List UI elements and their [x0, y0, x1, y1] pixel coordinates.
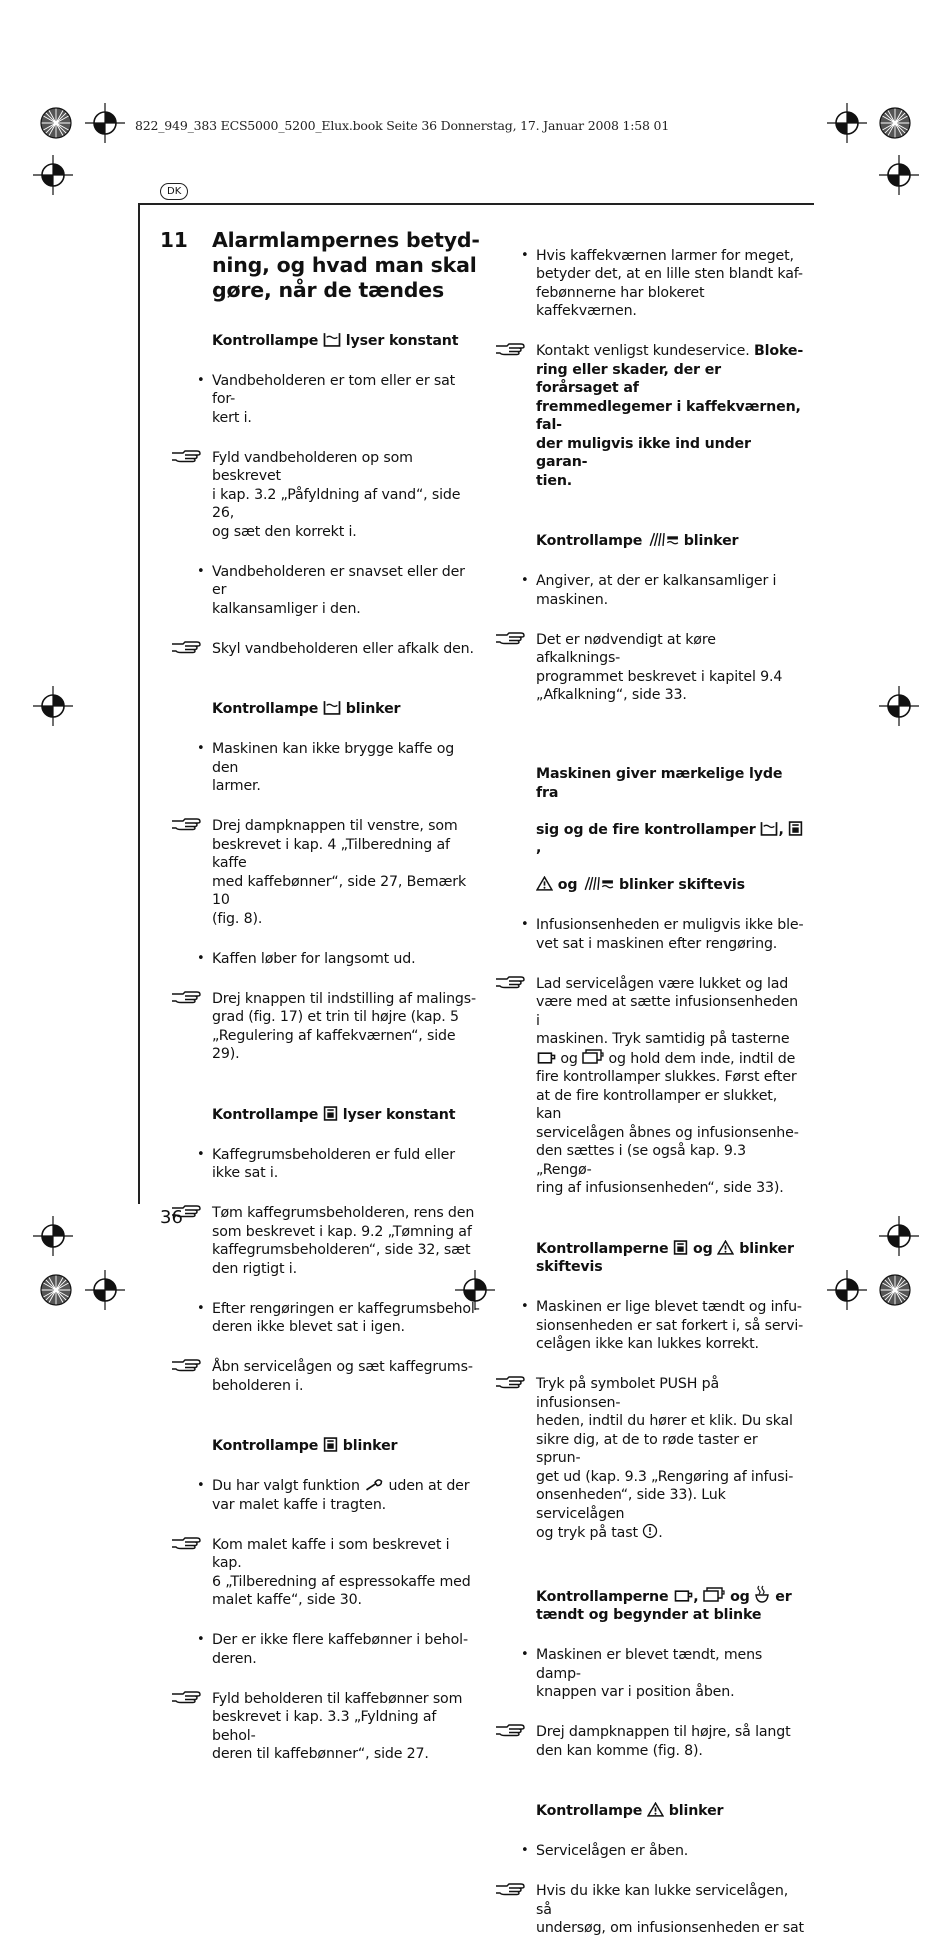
pointing-hand-icon	[495, 1882, 525, 1896]
registration-mark-icon	[879, 686, 919, 726]
pointing-hand-icon	[495, 1723, 525, 1737]
step-item: Tryk på symbolet PUSH på infusionsen- heden, indtil du hører et klik. Du skal sikre dig, at de to røde taster er sprun- get ud (kap. 9.3 „Rengøring af infusi- onsenheden“, side 33). Luk servicelågen og tryk på tast .	[536, 1375, 804, 1543]
two-cups-icon	[703, 1587, 725, 1603]
pointing-hand-icon	[171, 1536, 201, 1550]
list-item: • Maskinen er blevet tændt, mens damp- knappen var i position åben.	[536, 1646, 804, 1702]
section-title: Alarmlampernes betyd- ning, og hvad man skal gøre, når de tændes	[212, 228, 480, 302]
list-item: • Vandbeholderen er snavset eller der er kalkansamliger i den.	[212, 563, 482, 619]
list-item: • Kaffen løber for langsomt ud.	[212, 950, 482, 969]
heading-grounds-constant: Kontrollampe lyser konstant	[212, 1106, 456, 1123]
list-item: • Du har valgt funktion uden at der var malet kaffe i tragten.	[212, 1477, 482, 1514]
file-info-header: 822_949_383 ECS5000_5200_Elux.book Seite 36 Donnerstag, 17. Januar 2008 1:58 01	[135, 118, 670, 133]
grounds-container-icon	[788, 821, 803, 836]
left-rule	[138, 204, 140, 1204]
one-cup-icon	[536, 1050, 556, 1065]
step-item: Åbn servicelågen og sæt kaffegrums- beholderen i.	[212, 1358, 482, 1395]
language-badge: DK	[160, 183, 188, 200]
heading-warning-blink: Kontrollampe blinker	[536, 1803, 724, 1819]
descaling-icon	[582, 876, 614, 891]
descaling-icon	[647, 532, 679, 547]
color-wheel-mark-icon	[875, 103, 915, 143]
pointing-hand-icon	[171, 1358, 201, 1372]
pointing-hand-icon	[171, 817, 201, 831]
ground-coffee-scoop-icon	[364, 1477, 384, 1492]
top-rule	[138, 203, 814, 205]
list-item: • Vandbeholderen er tom eller er sat for- kert i.	[212, 372, 482, 428]
heading-water-blink: Kontrollampe blinker	[212, 701, 401, 717]
step-item: Lad servicelågen være lukket og lad være med at sætte infusionsenheden i maskinen. Tryk samtidig på tasterne og og hold dem inde, indtil de fire kontrollamper slukkes. Først efter at de fire kontrollamper er slukket, kan servicelågen åbnes og infusionsenhe- den sættes i (se også kap. 9.3 „Rengø- ring af infusionsenheden“, side 33).	[536, 975, 804, 1198]
page-number: 36	[160, 1207, 183, 1228]
left-column	[212, 311, 482, 1785]
pointing-hand-icon	[171, 990, 201, 1004]
step-item: Drej dampknappen til venstre, som beskrevet i kap. 4 „Tilberedning af kaffe med kaffebønner“, side 27, Bemærk 10 (fig. 8).	[212, 817, 482, 928]
step-item: Drej dampknappen til højre, så langt den kan komme (fig. 8).	[536, 1723, 804, 1760]
registration-mark-icon	[85, 1270, 125, 1310]
pointing-hand-icon	[495, 975, 525, 989]
list-item: • Der er ikke flere kaffebønner i behol- deren.	[212, 1631, 482, 1668]
registration-mark-icon	[827, 1270, 867, 1310]
pointing-hand-icon	[171, 640, 201, 654]
list-item: • Maskinen er lige blevet tændt og infu- sionsenheden er sat forkert i, så servi- celågen ikke kan lukkes korrekt.	[536, 1298, 804, 1354]
registration-mark-icon	[33, 1216, 73, 1256]
section-number: 11	[160, 228, 188, 252]
list-item: • Infusionsenheden er muligvis ikke ble- vet sat i maskinen efter rengøring.	[536, 916, 804, 953]
list-item: • Maskinen kan ikke brygge kaffe og den larmer.	[212, 740, 482, 796]
heading-grounds-warning: Kontrollamperne og blinker skiftevis	[536, 1240, 794, 1275]
list-item: • Servicelågen er åben.	[536, 1842, 804, 1861]
water-tank-icon	[323, 332, 341, 347]
warning-icon	[647, 1802, 664, 1817]
grounds-container-icon	[673, 1240, 688, 1255]
heading-grounds-blink: Kontrollampe blinker	[212, 1438, 398, 1454]
registration-mark-icon	[879, 155, 919, 195]
list-item: • Angiver, at der er kalkansamliger i maskinen.	[536, 572, 804, 609]
pointing-hand-icon	[171, 1690, 201, 1704]
registration-mark-icon	[33, 686, 73, 726]
pointing-hand-icon	[495, 1375, 525, 1389]
step-item: Skyl vandbeholderen eller afkalk den.	[212, 640, 482, 659]
one-cup-icon	[673, 1588, 693, 1603]
heading-water-constant: Kontrollampe lyser konstant	[212, 332, 459, 349]
pointing-hand-icon	[495, 342, 525, 356]
step-item: Tøm kaffegrumsbeholderen, rens den som beskrevet i kap. 9.2 „Tømning af kaffegrumsbeholderen“, side 32, sæt den rigtigt i.	[212, 1204, 482, 1278]
step-item: Kontakt venligst kundeservice. Bloke- ring eller skader, der er forårsaget af fremmedlegemer i kaffekværnen, fal- der muligvis ikke ind under garan- tien.	[536, 342, 804, 490]
water-tank-icon	[323, 700, 341, 715]
water-tank-icon	[760, 821, 778, 836]
list-item: • Efter rengøringen er kaffegrumsbehol- deren ikke blevet sat i igen.	[212, 1300, 482, 1337]
step-item: Drej knappen til indstilling af malings- grad (fig. 17) et trin til højre (kap. 5 „Regulering af kaffekværnen“, side 29).	[212, 990, 482, 1064]
grounds-container-icon	[323, 1437, 338, 1452]
power-button-icon	[642, 1523, 658, 1539]
pointing-hand-icon	[495, 631, 525, 645]
step-item: Fyld beholderen til kaffebønner som beskrevet i kap. 3.3 „Fyldning af behol- deren til kaffebønner“, side 27.	[212, 1690, 482, 1764]
warning-icon	[536, 876, 553, 891]
heading-noise-four-lamps: Maskinen giver mærkelige lyde fra sig og de fire kontrollamper , , og blinker skiftevis	[536, 747, 804, 895]
two-cups-icon	[582, 1049, 604, 1065]
step-item: Hvis du ikke kan lukke servicelågen, så undersøg, om infusionsenheden er sat	[536, 1882, 804, 1938]
registration-mark-icon	[827, 103, 867, 143]
heading-calc-blink: Kontrollampe blinker	[536, 533, 739, 549]
registration-mark-icon	[85, 103, 125, 143]
registration-mark-icon	[879, 1216, 919, 1256]
registration-mark-icon	[33, 155, 73, 195]
grounds-container-icon	[323, 1106, 338, 1121]
color-wheel-mark-icon	[36, 1270, 76, 1310]
heading-cups-steam: Kontrollamperne , og er tændt og begynder at blinke	[536, 1585, 804, 1625]
step-item: Kom malet kaffe i som beskrevet i kap. 6 „Tilberedning af espressokaffe med malet kaffe“, side 30.	[212, 1536, 482, 1610]
steam-icon	[754, 1585, 770, 1603]
list-item: • Hvis kaffekværnen larmer for meget, betyder det, at en lille sten blandt kaf- febønnerne har blokeret kaffekværnen.	[536, 247, 804, 321]
step-item: Fyld vandbeholderen op som beskrevet i kap. 3.2 „Påfyldning af vand“, side 26, og sæt den korrekt i.	[212, 449, 482, 542]
pointing-hand-icon	[171, 449, 201, 463]
list-item: • Kaffegrumsbeholderen er fuld eller ikke sat i.	[212, 1146, 482, 1183]
step-item: Det er nødvendigt at køre afkalknings- programmet beskrevet i kapitel 9.4 „Afkalkning“, side 33.	[536, 631, 804, 705]
warning-icon	[717, 1240, 734, 1255]
right-column	[536, 228, 804, 1959]
color-wheel-mark-icon	[875, 1270, 915, 1310]
color-wheel-mark-icon	[36, 103, 76, 143]
